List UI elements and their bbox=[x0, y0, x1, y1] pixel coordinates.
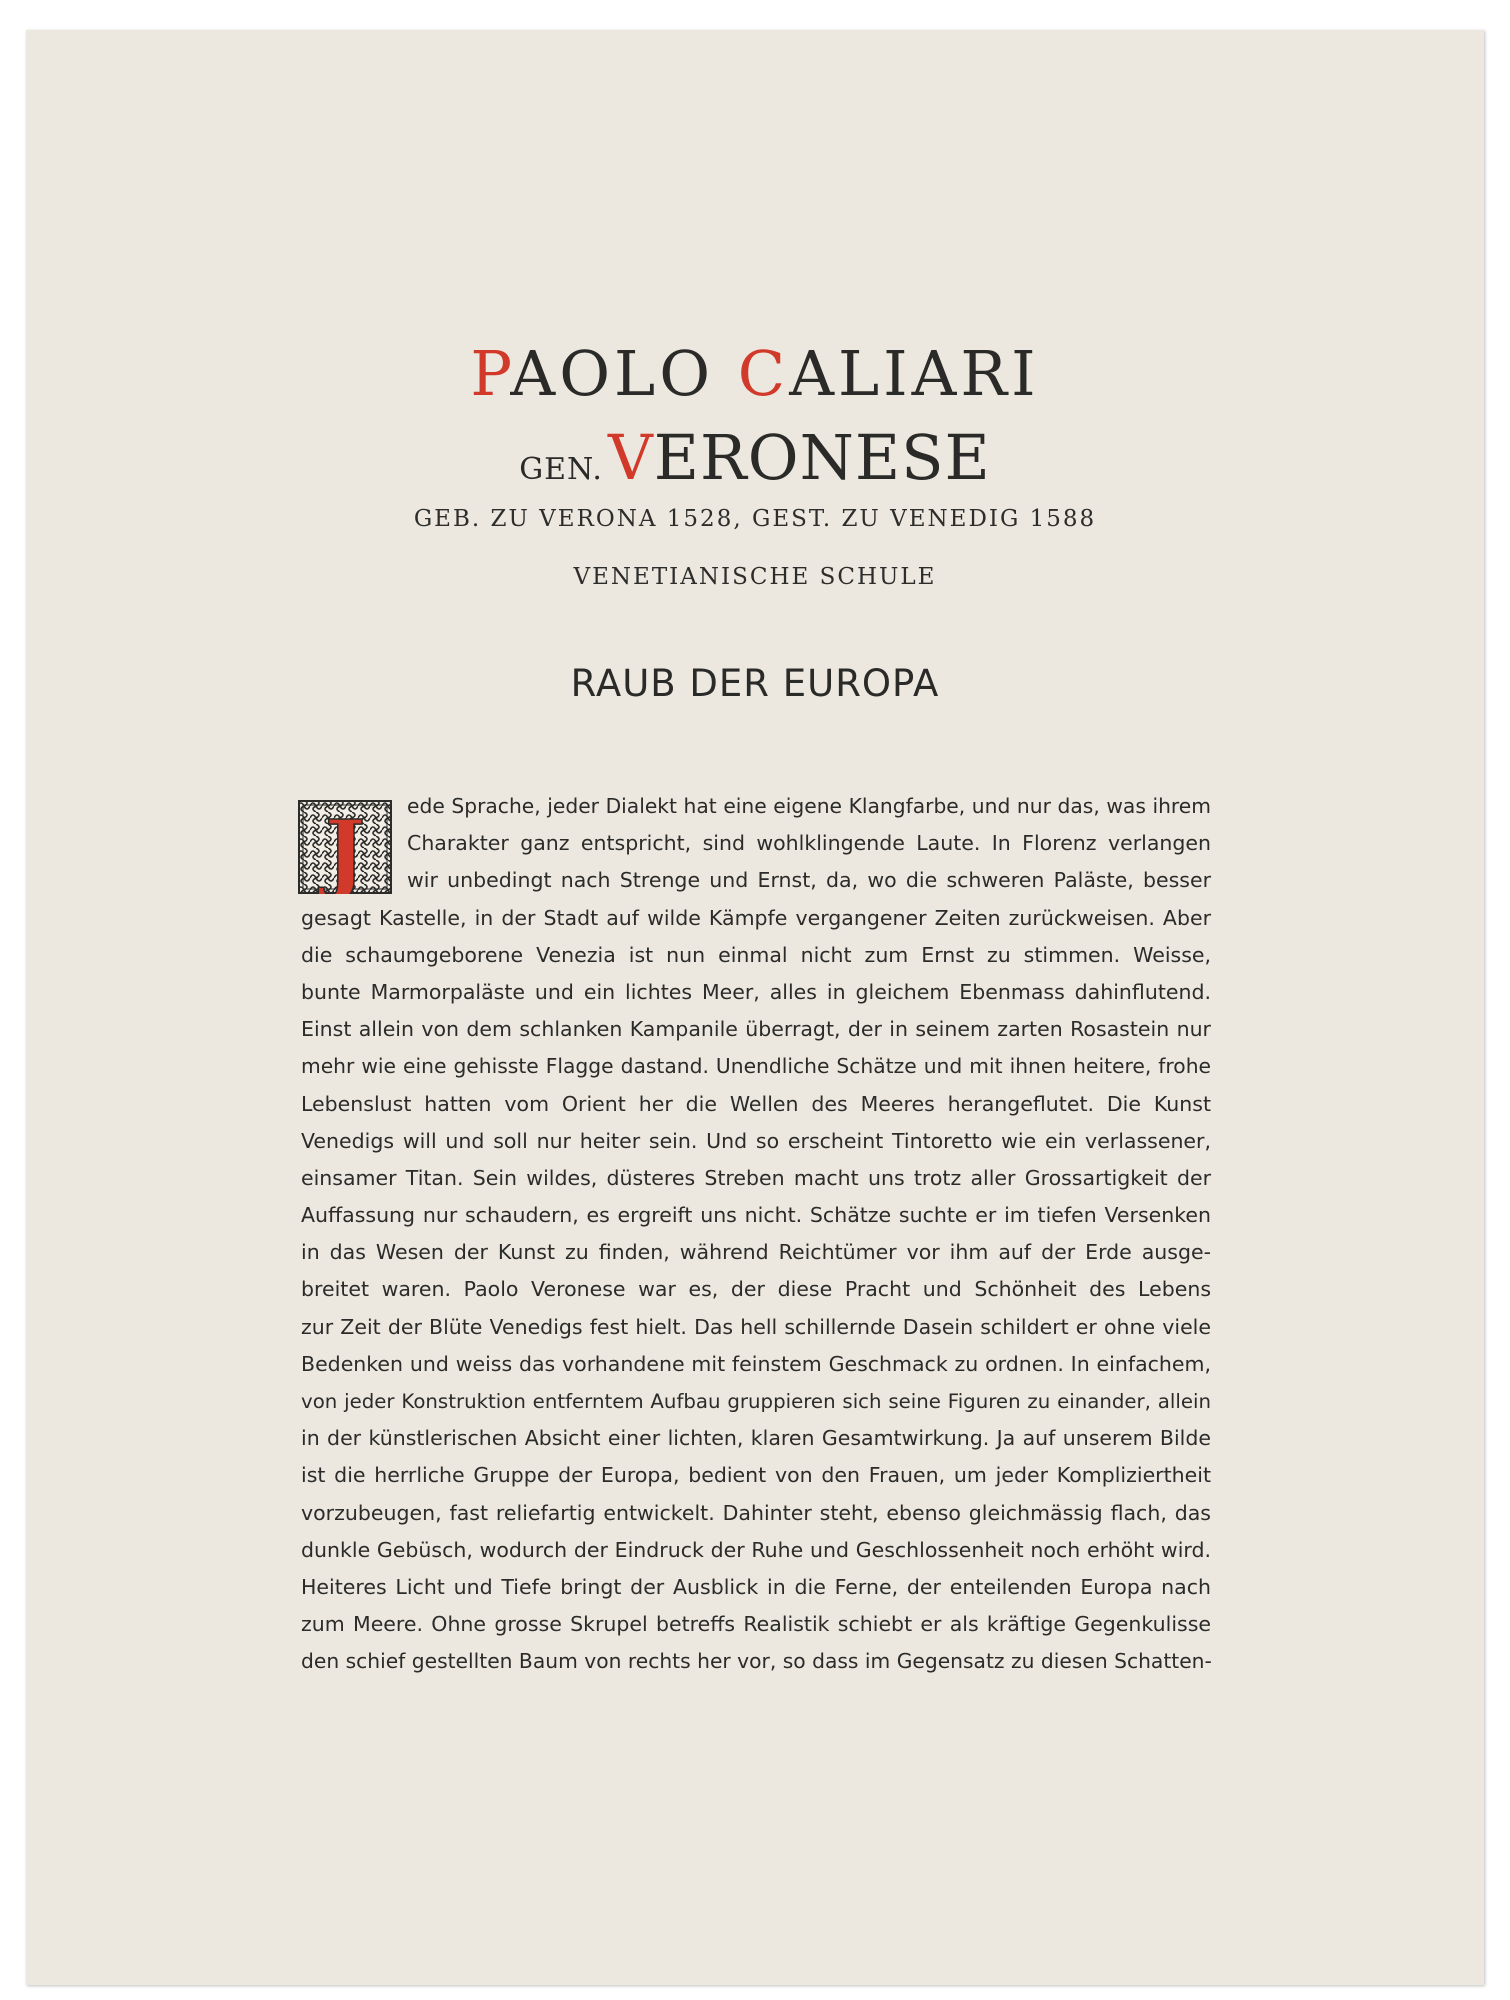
body-line: den schief gestellten Baum von rechts her vor, so dass im Gegensatz zu diesen Schatten- bbox=[301, 1649, 1212, 1674]
body-line: bunte Marmorpaläste und ein lichtes Meer, alles in gleichem Ebenmass dahinflutend. bbox=[301, 979, 1211, 1004]
school: VENETIANISCHE SCHULE bbox=[573, 564, 937, 590]
life-dates: GEB. ZU VERONA 1528, GEST. ZU VENEDIG 1588 bbox=[413, 506, 1097, 532]
body-line: Charakter ganz entspricht, sind wohlklingende Laute. In Florenz verlangen bbox=[407, 831, 1211, 856]
body-line: Venedigs will und soll nur heiter sein. Und so erscheint Tintoretto wie ein verlassener, bbox=[301, 1128, 1211, 1153]
body-line: breitet waren. Paolo Veronese war es, der diese Pracht und Schönheit des Lebens bbox=[301, 1277, 1211, 1302]
body-line: zur Zeit der Blüte Venedigs fest hielt. Das hell schillernde Dasein schildert er ohne viele bbox=[301, 1314, 1211, 1339]
body-line: von jeder Konstruktion entferntem Aufbau gruppieren sich seine Figuren zu einander, allein bbox=[301, 1390, 1211, 1413]
body-line: ist die herrliche Gruppe der Europa, bedient von den Frauen, um jeder Kompliziertheit bbox=[301, 1463, 1211, 1488]
body-line: ede Sprache, jeder Dialekt hat eine eigene Klangfarbe, und nur das, was ihrem bbox=[407, 794, 1211, 818]
body-line: Lebenslust hatten vom Orient her die Wellen des Meeres herangeflutet. Die Kunst bbox=[301, 1091, 1211, 1116]
body-line: in der künstlerischen Absicht einer lichten, klaren Gesamtwirkung. Ja auf unserem Bilde bbox=[301, 1426, 1211, 1451]
body-line: Auffassung nur schaudern, es ergreift uns nicht. Schätze suchte er im tiefen Versenken bbox=[301, 1203, 1211, 1228]
body-line: einsamer Titan. Sein wildes, düsteres Streben macht uns trotz aller Grossartigkeit der bbox=[301, 1165, 1211, 1190]
artist-alias bbox=[0, 421, 1510, 494]
body-line: gesagt Kastelle, in der Stadt auf wilde Kämpfe vergangener Zeiten zurückweisen. Aber bbox=[301, 905, 1211, 930]
body-line: Einst allein von dem schlanken Kampanile überragt, der in seinem zarten Rosastein nur bbox=[301, 1017, 1211, 1042]
body-line: Heiteres Licht und Tiefe bringt der Ausblick in die Ferne, der enteilenden Europa nach bbox=[301, 1574, 1211, 1599]
work-title: RAUB DER EUROPA bbox=[570, 662, 940, 705]
alias-initial: V bbox=[608, 421, 654, 494]
gen-label: GEN. bbox=[519, 452, 603, 487]
body-line: vorzubeugen, fast reliefartig entwickelt. Dahinter steht, ebenso gleichmässig flach, das bbox=[301, 1500, 1211, 1525]
body-lines bbox=[301, 788, 1211, 1681]
artist-last-initial: C bbox=[737, 337, 790, 410]
body-line: zum Meere. Ohne grosse Skrupel betreffs Realistik schiebt er als kräftige Gegenkulisse bbox=[301, 1612, 1211, 1637]
alias-rest: ERONESE bbox=[653, 421, 991, 494]
artist-first-rest: AOLO bbox=[510, 337, 715, 410]
ornamental-knotwork-initial-icon bbox=[298, 800, 392, 894]
body-line: Bedenken und weiss das vorhandene mit feinstem Geschmack zu ordnen. In einfachem, bbox=[301, 1351, 1211, 1376]
body-line: in das Wesen der Kunst zu finden, während Reichtümer vor ihm auf der Erde ausge- bbox=[301, 1240, 1211, 1265]
artist-first-initial: P bbox=[470, 337, 511, 410]
body-line: dunkle Gebüsch, wodurch der Eindruck der Ruhe und Geschlossenheit noch erhöht wird. bbox=[301, 1537, 1211, 1562]
artist-last-rest: ALIARI bbox=[789, 337, 1040, 410]
initial-letter: J bbox=[324, 802, 366, 894]
body-text bbox=[301, 788, 1211, 1681]
body-line: die schaumgeborene Venezia ist nun einmal nicht zum Ernst zu stimmen. Weisse, bbox=[301, 942, 1211, 967]
artist-name bbox=[0, 337, 1510, 410]
body-line: mehr wie eine gehisste Flagge dastand. Unendliche Schätze und mit ihnen heitere, frohe bbox=[301, 1054, 1211, 1079]
body-line: wir unbedingt nach Strenge und Ernst, da, wo die schweren Paläste, besser bbox=[407, 868, 1211, 893]
